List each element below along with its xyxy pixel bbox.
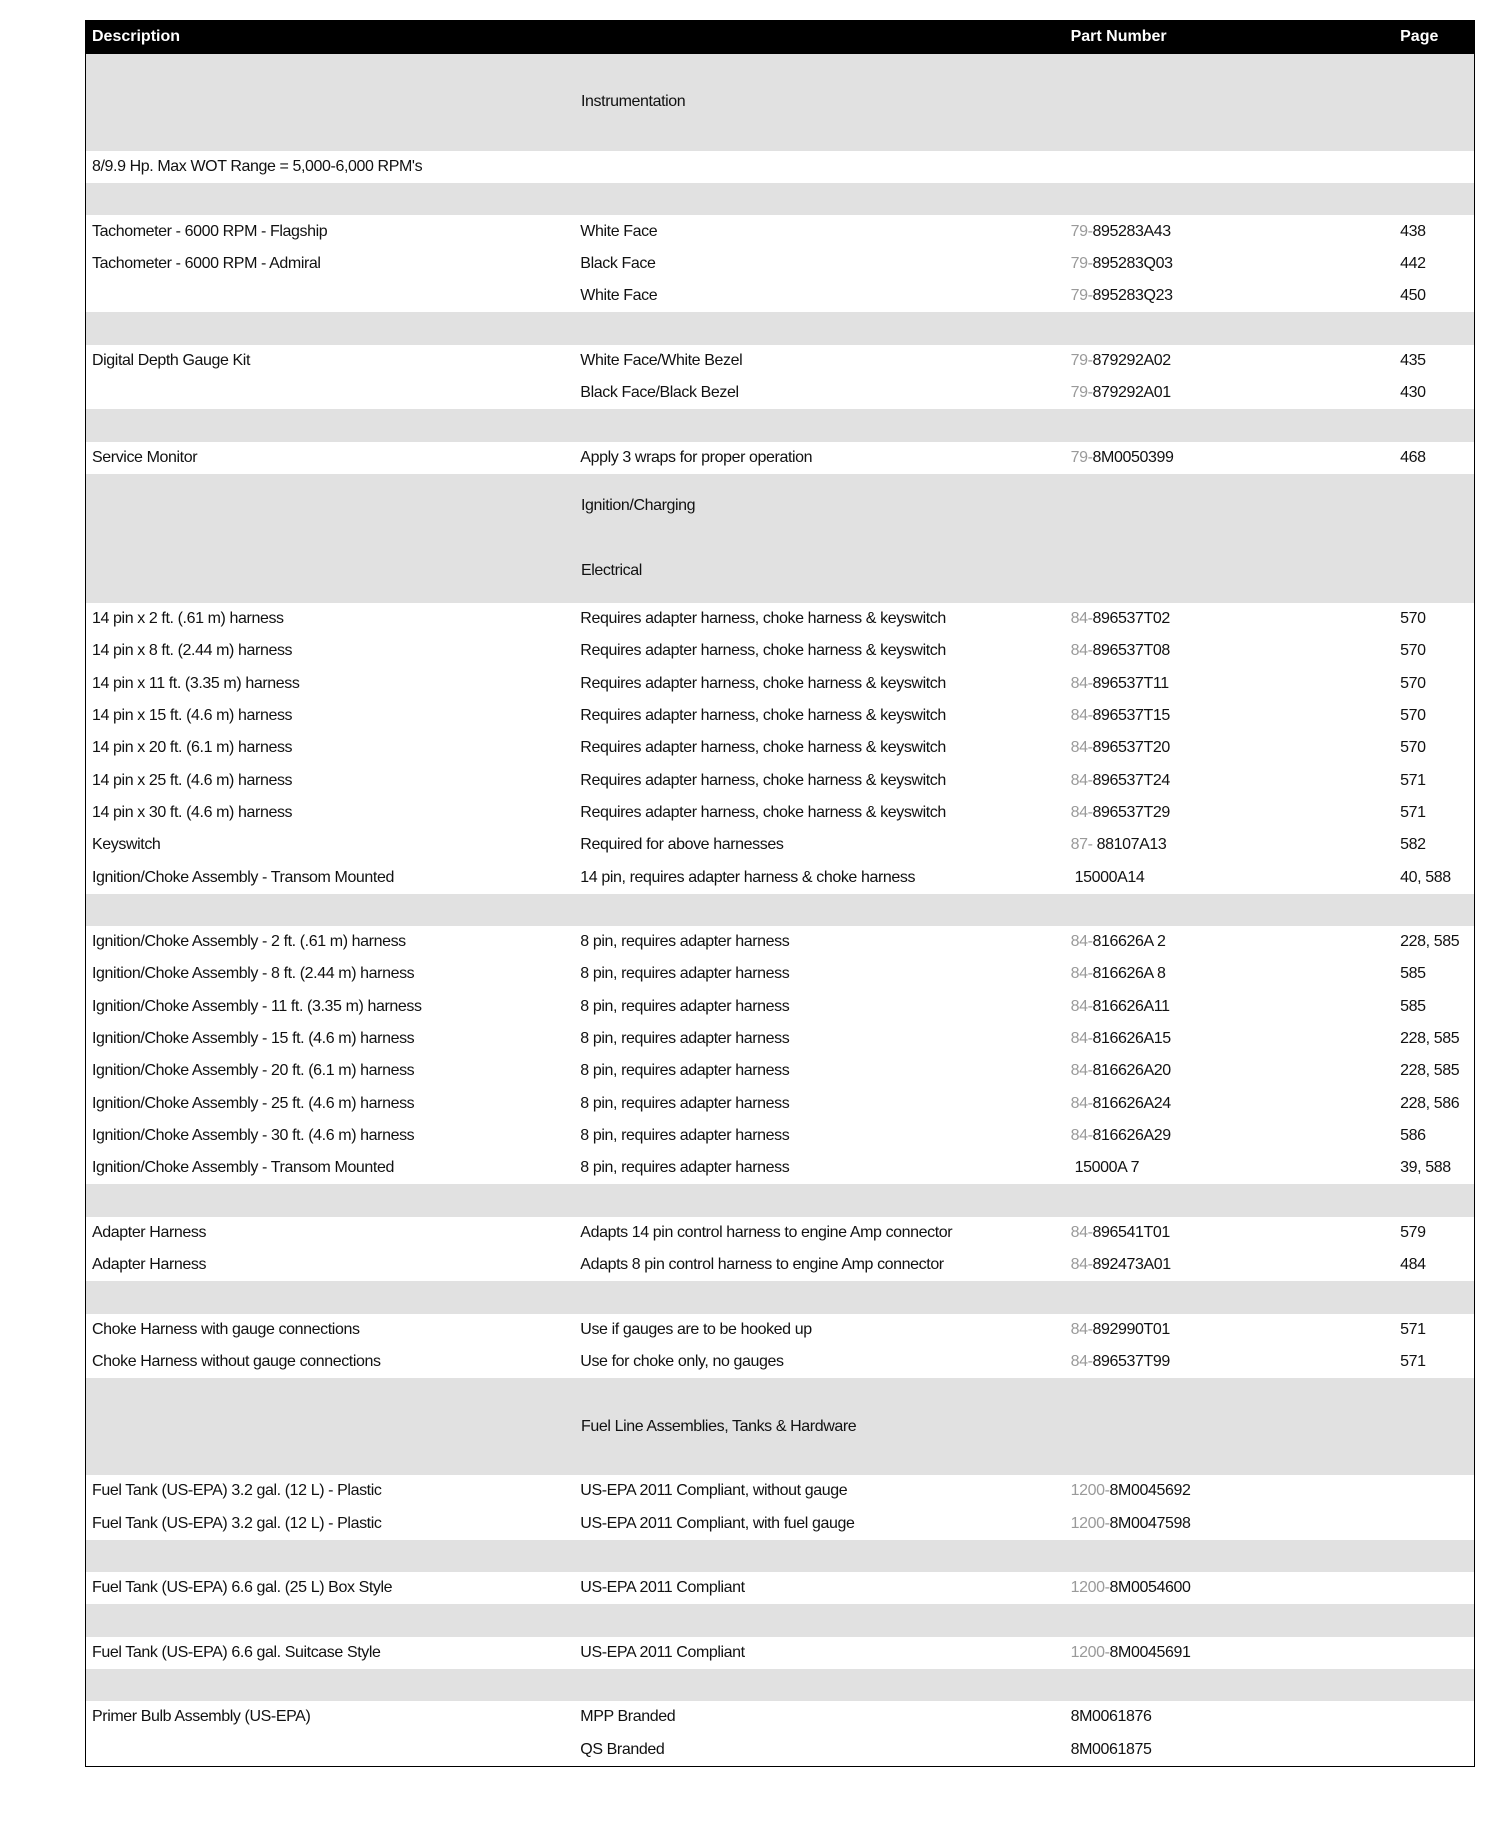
cell-part-number [1065, 1353, 1395, 1371]
table-row [86, 700, 1474, 732]
cell-detail: Requires adapter harness, choke harness & keyswitch [580, 674, 946, 692]
part-prefix: 84- [1070, 1094, 1093, 1112]
cell-description: 14 pin x 20 ft. (6.1 m) harness [92, 739, 293, 757]
cell-page: 438 [1400, 222, 1426, 240]
cell-description: Adapter Harness [92, 1256, 207, 1274]
part-prefix: 84- [1070, 642, 1093, 660]
table-row [86, 1733, 1474, 1765]
table-row [86, 442, 1474, 474]
cell-description: Choke Harness without gauge connections [92, 1353, 381, 1371]
cell-description: Ignition/Choke Assembly - 11 ft. (3.35 m) harness [92, 997, 422, 1015]
cell-page: 579 [1400, 1223, 1426, 1241]
table-row [86, 151, 1474, 183]
cell-detail: US-EPA 2011 Compliant, with fuel gauge [580, 1514, 855, 1532]
cell-detail: 8 pin, requires adapter harness [580, 965, 790, 983]
table-row [86, 1023, 1474, 1055]
cell-description: Ignition/Choke Assembly - 25 ft. (4.6 m) harness [92, 1094, 415, 1112]
table-row [86, 797, 1474, 829]
cell-description: Tachometer - 6000 RPM - Admiral [92, 254, 321, 272]
table-row [86, 1507, 1474, 1539]
table-row [86, 1572, 1474, 1604]
cell-part-number [1065, 933, 1395, 951]
part-prefix: 84- [1070, 1223, 1093, 1241]
cell-description: Fuel Tank (US-EPA) 6.6 gal. Suitcase Style [92, 1643, 381, 1661]
part-number: 8M0061876 [1070, 1708, 1152, 1726]
cell-detail: Requires adapter harness, choke harness & keyswitch [580, 739, 946, 757]
part-prefix: 84- [1070, 997, 1093, 1015]
table-header [86, 20, 1474, 54]
table-row [86, 765, 1474, 797]
cell-part-number [1065, 1127, 1395, 1145]
cell-part-number [1065, 1579, 1395, 1597]
part-number: 896537T99 [1092, 1353, 1170, 1371]
cell-detail: Requires adapter harness, choke harness & keyswitch [580, 610, 946, 628]
cell-part-number [1065, 675, 1395, 693]
cell-description: 14 pin x 25 ft. (4.6 m) harness [92, 771, 293, 789]
spacer-row [86, 1184, 1474, 1216]
cell-detail: Adapts 8 pin control harness to engine Amp connector [580, 1256, 944, 1274]
table-row [86, 926, 1474, 958]
cell-part-number [1065, 772, 1395, 790]
part-prefix: 79- [1070, 448, 1093, 466]
cell-description: Keyswitch [92, 836, 161, 854]
cell-detail: 8 pin, requires adapter harness [580, 1126, 790, 1144]
part-number: 8M0045691 [1109, 1643, 1191, 1661]
table-row [86, 1701, 1474, 1733]
table-row [86, 215, 1474, 247]
cell-page: 585 [1400, 997, 1426, 1015]
section-title: Ignition/Charging [581, 497, 696, 515]
cell-description: Ignition/Choke Assembly - 30 ft. (4.6 m) harness [92, 1126, 415, 1144]
part-number: 896537T11 [1092, 674, 1169, 692]
part-prefix: 84- [1070, 771, 1093, 789]
table-row [86, 1120, 1474, 1152]
part-number: 879292A02 [1092, 351, 1171, 369]
cell-description: Fuel Tank (US-EPA) 3.2 gal. (12 L) - Plastic [92, 1482, 382, 1500]
spacer-row [86, 1604, 1474, 1636]
part-number: 816626A11 [1092, 997, 1170, 1015]
part-number: 892473A01 [1092, 1256, 1171, 1274]
cell-part-number [1065, 1256, 1395, 1274]
spacer-row [86, 409, 1474, 441]
table-row [86, 1217, 1474, 1249]
cell-detail: Adapts 14 pin control harness to engine Amp connector [580, 1223, 953, 1241]
cell-description: Ignition/Choke Assembly - 15 ft. (4.6 m) harness [92, 1030, 415, 1048]
cell-detail: 8 pin, requires adapter harness [580, 1094, 790, 1112]
part-prefix: 1200- [1070, 1643, 1110, 1661]
cell-page: 430 [1400, 384, 1426, 402]
cell-detail: US-EPA 2011 Compliant [580, 1643, 745, 1661]
part-number: 895283A43 [1092, 222, 1171, 240]
part-number: 816626A20 [1092, 1062, 1171, 1080]
part-prefix: 84- [1070, 674, 1093, 692]
part-prefix: 1200- [1070, 1482, 1110, 1500]
table-row [86, 377, 1474, 409]
cell-description: Ignition/Choke Assembly - Transom Mounted [92, 1159, 394, 1177]
spacer-row [86, 894, 1474, 926]
part-prefix: 84- [1070, 1320, 1093, 1338]
table-row [86, 732, 1474, 764]
header-page: Page [1400, 28, 1439, 45]
spacer-row [86, 1540, 1474, 1572]
part-prefix: 84- [1070, 1030, 1093, 1048]
cell-part-number [1065, 449, 1395, 467]
cell-detail: Requires adapter harness, choke harness & keyswitch [580, 642, 946, 660]
cell-description: Digital Depth Gauge Kit [92, 351, 251, 369]
header-part-number: Part Number [1070, 28, 1167, 45]
part-prefix: 1200- [1070, 1579, 1110, 1597]
cell-page: 585 [1400, 965, 1426, 983]
table-row [86, 1055, 1474, 1087]
part-prefix: 79- [1070, 351, 1093, 369]
cell-detail: Requires adapter harness, choke harness & keyswitch [580, 803, 946, 821]
cell-detail: 8 pin, requires adapter harness [580, 1030, 790, 1048]
cell-detail: QS Branded [580, 1740, 665, 1758]
cell-detail: Black Face [580, 254, 656, 272]
cell-page: 571 [1400, 1353, 1426, 1371]
cell-detail: US-EPA 2011 Compliant, without gauge [580, 1482, 848, 1500]
cell-description: 14 pin x 11 ft. (3.35 m) harness [92, 674, 300, 692]
part-prefix: 1200- [1070, 1514, 1110, 1532]
part-number: 896537T08 [1092, 642, 1170, 660]
cell-description: Fuel Tank (US-EPA) 6.6 gal. (25 L) Box Style [92, 1579, 393, 1597]
table-row [86, 668, 1474, 700]
section-heading-row [86, 474, 1474, 539]
cell-part-number [1065, 223, 1395, 241]
cell-part-number [1065, 352, 1395, 370]
part-number: 896537T29 [1092, 803, 1170, 821]
spacer-row [86, 312, 1474, 344]
cell-part-number [1065, 255, 1395, 273]
part-number: 816626A29 [1092, 1126, 1171, 1144]
part-number: 879292A01 [1092, 384, 1171, 402]
cell-page: 484 [1400, 1256, 1426, 1274]
cell-page: 442 [1400, 254, 1426, 272]
cell-page: 228, 585 [1400, 1030, 1460, 1048]
cell-detail: White Face [580, 287, 658, 305]
part-number: 896537T20 [1092, 739, 1170, 757]
cell-part-number [1065, 1741, 1395, 1759]
cell-page: 582 [1400, 836, 1426, 854]
cell-part-number [1065, 707, 1395, 725]
cell-part-number [1065, 739, 1395, 757]
section-title: Instrumentation [581, 93, 686, 111]
cell-page: 40, 588 [1400, 868, 1451, 886]
cell-description: Service Monitor [92, 448, 198, 466]
cell-page: 39, 588 [1400, 1159, 1451, 1177]
table-row [86, 1314, 1474, 1346]
cell-page: 571 [1400, 771, 1426, 789]
part-number: 816626A 8 [1092, 965, 1166, 983]
part-number: 896541T01 [1092, 1223, 1170, 1241]
cell-page: 570 [1400, 674, 1426, 692]
parts-table [85, 20, 1475, 1767]
part-number: 896537T24 [1092, 771, 1170, 789]
cell-detail: Requires adapter harness, choke harness & keyswitch [580, 771, 946, 789]
part-number: 15000A14 [1070, 868, 1145, 886]
cell-detail: Required for above harnesses [580, 836, 784, 854]
cell-part-number [1065, 1095, 1395, 1113]
cell-description: 14 pin x 30 ft. (4.6 m) harness [92, 803, 293, 821]
section-heading-row [86, 1378, 1474, 1475]
cell-page: 228, 585 [1400, 933, 1460, 951]
cell-page: 570 [1400, 739, 1426, 757]
part-number: 8M0050399 [1092, 448, 1174, 466]
spacer-row [86, 1281, 1474, 1313]
part-prefix: 84- [1070, 803, 1093, 821]
cell-page: 570 [1400, 610, 1426, 628]
table-row [86, 345, 1474, 377]
cell-detail: MPP Branded [580, 1708, 676, 1726]
part-number: 816626A24 [1092, 1094, 1171, 1112]
cell-detail: Use for choke only, no gauges [580, 1353, 784, 1371]
part-number: 892990T01 [1092, 1320, 1170, 1338]
part-prefix: 84- [1070, 1062, 1093, 1080]
cell-part-number [1065, 610, 1395, 628]
part-number: 816626A15 [1092, 1030, 1171, 1048]
cell-description: Tachometer - 6000 RPM - Flagship [92, 222, 328, 240]
cell-part-number [1065, 804, 1395, 822]
cell-description: Ignition/Choke Assembly - 2 ft. (.61 m) harness [92, 933, 406, 951]
cell-page: 228, 585 [1400, 1062, 1460, 1080]
cell-detail: Black Face/Black Bezel [580, 384, 739, 402]
part-prefix: 87- [1070, 836, 1097, 854]
part-prefix: 84- [1070, 610, 1093, 628]
cell-part-number [1065, 1224, 1395, 1242]
cell-detail: Use if gauges are to be hooked up [580, 1320, 812, 1338]
part-number: 8M0061875 [1070, 1740, 1152, 1758]
table-row [86, 861, 1474, 893]
table-row [86, 991, 1474, 1023]
part-prefix: 84- [1070, 707, 1093, 725]
section-title: Fuel Line Assemblies, Tanks & Hardware [581, 1417, 857, 1435]
part-number: 816626A 2 [1092, 933, 1166, 951]
table-row [86, 829, 1474, 861]
cell-description: 14 pin x 2 ft. (.61 m) harness [92, 610, 284, 628]
part-number: 896537T02 [1092, 610, 1170, 628]
table-row [86, 280, 1474, 312]
cell-part-number [1065, 869, 1395, 887]
table-row [86, 1152, 1474, 1184]
cell-detail: 14 pin, requires adapter harness & choke harness [580, 868, 916, 886]
part-prefix: 79- [1070, 287, 1093, 305]
section-heading-row [86, 538, 1474, 603]
cell-description: Primer Bulb Assembly (US-EPA) [92, 1708, 311, 1726]
part-prefix: 84- [1070, 739, 1093, 757]
cell-part-number [1065, 836, 1395, 854]
table-row [86, 1637, 1474, 1669]
part-prefix: 79- [1070, 254, 1093, 272]
part-prefix: 84- [1070, 965, 1093, 983]
table-row [86, 635, 1474, 667]
part-prefix: 84- [1070, 1353, 1093, 1371]
cell-detail: 8 pin, requires adapter harness [580, 933, 790, 951]
part-number: 8M0054600 [1109, 1579, 1191, 1597]
part-prefix: 84- [1070, 1256, 1093, 1274]
header-description: Description [92, 28, 181, 45]
cell-detail: 8 pin, requires adapter harness [580, 1062, 790, 1080]
part-number: 15000A 7 [1070, 1159, 1140, 1177]
cell-description: Ignition/Choke Assembly - 20 ft. (6.1 m) harness [92, 1062, 415, 1080]
cell-part-number [1065, 1159, 1395, 1177]
cell-description: Choke Harness with gauge connections [92, 1320, 360, 1338]
cell-part-number [1065, 642, 1395, 660]
table-row [86, 1475, 1474, 1507]
cell-page: 570 [1400, 642, 1426, 660]
table-body [86, 54, 1474, 1766]
cell-part-number [1065, 1482, 1395, 1500]
cell-part-number [1065, 998, 1395, 1016]
spacer-row [86, 1669, 1474, 1701]
table-row [86, 603, 1474, 635]
cell-page: 571 [1400, 1320, 1426, 1338]
cell-part-number [1065, 1030, 1395, 1048]
cell-detail: 8 pin, requires adapter harness [580, 997, 790, 1015]
part-number: 8M0047598 [1109, 1514, 1191, 1532]
cell-description: 14 pin x 15 ft. (4.6 m) harness [92, 707, 293, 725]
cell-detail: White Face [580, 222, 658, 240]
cell-page: 570 [1400, 707, 1426, 725]
cell-part-number [1065, 1062, 1395, 1080]
cell-part-number [1065, 965, 1395, 983]
cell-detail: US-EPA 2011 Compliant [580, 1579, 745, 1597]
cell-description: Ignition/Choke Assembly - 8 ft. (2.44 m) harness [92, 965, 415, 983]
cell-detail: White Face/White Bezel [580, 351, 743, 369]
table-row [86, 1088, 1474, 1120]
part-prefix: 79- [1070, 384, 1093, 402]
cell-part-number [1065, 1644, 1395, 1662]
spacer-row [86, 183, 1474, 215]
cell-page: 468 [1400, 448, 1426, 466]
cell-part-number [1065, 287, 1395, 305]
section-heading-row [86, 54, 1474, 151]
cell-description: 8/9.9 Hp. Max WOT Range = 5,000-6,000 RPM's [92, 158, 423, 176]
cell-description: Ignition/Choke Assembly - Transom Mounted [92, 868, 394, 886]
cell-description: Fuel Tank (US-EPA) 3.2 gal. (12 L) - Plastic [92, 1514, 382, 1532]
part-prefix: 84- [1070, 1126, 1093, 1144]
table-row [86, 958, 1474, 990]
cell-part-number [1065, 1321, 1395, 1339]
part-number: 88107A13 [1096, 836, 1167, 854]
table-row [86, 248, 1474, 280]
section-title: Electrical [581, 561, 642, 579]
part-number: 8M0045692 [1109, 1482, 1191, 1500]
cell-page: 586 [1400, 1126, 1426, 1144]
cell-part-number [1065, 384, 1395, 402]
cell-detail: 8 pin, requires adapter harness [580, 1159, 790, 1177]
part-number: 896537T15 [1092, 707, 1170, 725]
cell-description: Adapter Harness [92, 1223, 207, 1241]
part-number: 895283Q23 [1092, 287, 1173, 305]
cell-page: 571 [1400, 803, 1426, 821]
table-row [86, 1346, 1474, 1378]
cell-page: 450 [1400, 287, 1426, 305]
cell-page: 228, 586 [1400, 1094, 1460, 1112]
cell-detail: Requires adapter harness, choke harness & keyswitch [580, 707, 946, 725]
cell-part-number [1065, 1515, 1395, 1533]
part-prefix: 79- [1070, 222, 1093, 240]
cell-part-number [1065, 1708, 1395, 1726]
cell-detail: Apply 3 wraps for proper operation [580, 448, 813, 466]
part-prefix: 84- [1070, 933, 1093, 951]
cell-description: 14 pin x 8 ft. (2.44 m) harness [92, 642, 293, 660]
cell-page: 435 [1400, 351, 1426, 369]
table-row [86, 1249, 1474, 1281]
part-number: 895283Q03 [1092, 254, 1173, 272]
